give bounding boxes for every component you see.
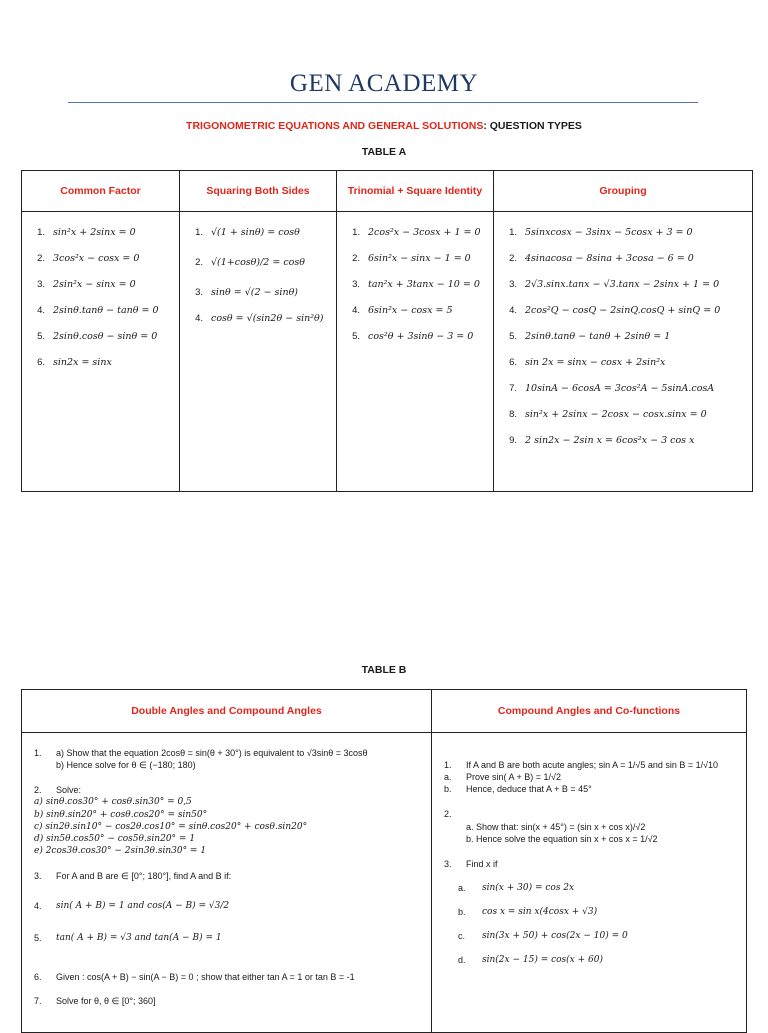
question-6: 6. Given : cos(A + B) − sin(A − B) = 0 ; show that either tan A = 1 or tan B = -1 [34,971,355,982]
list-item: 2. √(1+cosθ)/2 = cosθ [195,257,305,269]
question-4: 4. sin( A + B) = 1 and cos(A − B) = √3/2 [34,901,230,912]
list-item: 5. 2sinθ.cosθ − sinθ = 0 [37,331,158,343]
question-1: 1. a) Show that the equation 2cosθ = sin(θ + 30°) is equivalent to √3sinθ = 3cosθ b) Hence solve for θ ∈ (−180; 180) [34,748,368,771]
col-header-co-functions: Compound Angles and Co-functions [432,690,747,733]
page-title: GEN ACADEMY [289,70,479,97]
list-item: 1. 5sinxcosx − 3sinx − 5cosx + 3 = 0 [509,227,693,239]
list-item: 1. √(1 + sinθ) = cosθ [195,227,300,239]
list-item: 1. sin²x + 2sinx = 0 [37,227,136,239]
list-item: 5. cos²θ + 3sinθ − 3 = 0 [352,331,474,343]
col-header-double-angles: Double Angles and Compound Angles [22,690,432,733]
question-3: 3. For A and B are ∈ [0°; 180°], find A and B if: [34,871,232,882]
list-item: 2. 3cos²x − cosx = 0 [37,253,140,265]
list-item: 4. 6sin²x − cosx = 5 [352,305,453,317]
list-item: 3. 2sin²x − sinx = 0 [37,279,136,291]
common-factor-cell [22,212,180,492]
question-3: 3. Find x if a. sin(x + 30) = cos 2x b. cos x = sin x(4cosx + √3) c. sin(3x + 50) + cos(2x − 10) = 0 d. sin(2x − 15) = cos(x + 60) [444,858,628,966]
trinomial-cell [337,212,494,492]
table-a-label: TABLE A [361,146,407,158]
question-1: 1. If A and B are both acute angles; sin A = 1/√5 and sin B = 1/√10 a. Prove sin( A + B) = 1/√2 b. Hence, deduce that A + B = 45° [444,760,719,795]
col-header-grouping: Grouping [494,171,753,212]
col-header-common-factor: Common Factor [22,171,180,212]
list-item: 5. 2sinθ.tanθ − tanθ + 2sinθ = 1 [509,331,671,343]
list-item: 4. 2sinθ.tanθ − tanθ = 0 [37,305,159,317]
col-header-trinomial: Trinomial + Square Identity [337,171,494,212]
table-b [21,689,747,1033]
subtitle-topic: TRIGONOMETRIC EQUATIONS AND GENERAL SOLUTIONS [186,120,484,132]
squaring-cell [180,212,337,492]
list-item: 3. sinθ = √(2 − sinθ) [195,287,299,299]
list-item: 4. cosθ = √(sin2θ − sin²θ) [195,313,324,325]
co-functions-cell [432,733,747,1033]
question-5: 5. tan( A + B) = √3 and tan(A − B) = 1 [34,933,222,944]
list-item: 9. 2 sin2x − 2sin x = 6cos²x − 3 cos x [509,435,695,447]
list-item: 3. tan²x + 3tanx − 10 = 0 [352,279,480,291]
question-2: 2. Solve: a) sinθ.cos30° + cosθ.sin30° = 0,5 b) sinθ.sin20° + cosθ.cos20° = sin50° c) sin2θ.sin10° − cos2θ.cos10° = sinθ.cos20° + cosθ.sin20° d) sin5θ.cos50° − cos5θ.sin20° = 1 e) 2cos3θ.cos30° − 2sin3θ.sin30° = 1 [34,785,308,856]
table-b-label: TABLE B [361,664,407,676]
subtitle-suffix: : QUESTION TYPES [483,120,582,132]
list-item: 3. 2√3.sinx.tanx − √3.tanx − 2sinx + 1 = 0 [509,279,720,291]
list-item: 2. 6sin²x − sinx − 1 = 0 [352,253,471,265]
list-item: 4. 2cos²Q − cosQ − 2sinQ.cosQ + sinQ = 0 [509,305,721,317]
grouping-cell [494,212,753,492]
list-item: 2. 4sinacosa − 8sina + 3cosa − 6 = 0 [509,253,694,265]
list-item: 6. sin 2x = sinx − cosx + 2sin²x [509,357,666,369]
list-item: 8. sin²x + 2sinx − 2cosx − cosx.sinx = 0 [509,409,707,421]
col-header-squaring: Squaring Both Sides [180,171,337,212]
list-item: 7. 10sinA − 6cosA = 3cos²A − 5sinA.cosA [509,383,715,395]
question-2: 2. a. Show that: sin(x + 45°) = (sin x + cos x)/√2 b. Hence solve the equation sin x + cos x = 1/√2 [444,809,658,844]
list-item: 1. 2cos²x − 3cosx + 1 = 0 [352,227,481,239]
table-a [21,170,753,492]
double-angles-cell [22,733,432,1033]
list-item: 6. sin2x = sinx [37,357,112,369]
question-7: 7. Solve for θ, θ ∈ [0°; 360] [34,995,156,1006]
title-underline [68,102,698,103]
subtitle [0,120,768,132]
